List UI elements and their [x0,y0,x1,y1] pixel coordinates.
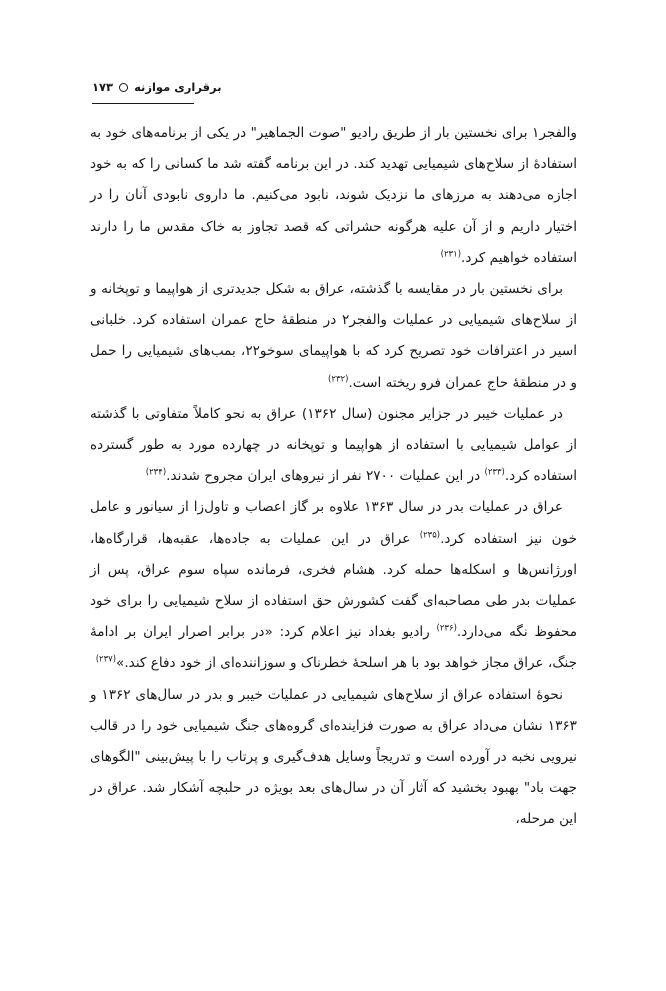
circle-icon [119,83,128,92]
paragraph-text: والفجر۱ برای نخستین بار از طریق رادیو "صوت الجماهیر" در یکی از برنامه‌های خود به استفادهٔ از سلاح‌های شیمیایی تهدید کند. در این برنامه گفته شد ما کسانی را که به خود اجازه می‌دهند به مرزهای ما نزدیک شوند، نابود می‌کنیم. ما داروی نابودی آنان را در اختیار داریم و از آن علیه هرگونه حشراتی که قصد تجاوز به خاک مقدس ما را دارند استفاده خواهیم کرد. [90,125,577,266]
footnote-ref: (۲۳۴) [145,467,167,478]
paragraph [90,399,577,493]
footnote-ref: (۲۳۶) [436,623,457,634]
page-number: ۱۷۳ [92,80,114,94]
footnote-ref: (۲۳۵) [419,530,441,541]
paragraph-text: در عملیات خیبر در جزایر مجنون (سال ۱۳۶۲) عراق به نحو کاملاً متفاوتی با گذشته از عوامل شیمیایی با استفاده از هواپیما و توپخانه در چهارده مورد به طور گسترده استفاده کرد. [90,405,577,485]
footnote-ref: (۲۳۱) [440,249,462,260]
paragraph [90,274,577,399]
footnote-ref: (۲۳۲) [328,374,349,385]
body-text [90,118,577,836]
footnote-ref: (۲۳۳) [484,467,505,478]
paragraph [90,492,577,679]
paragraph [90,118,577,274]
paragraph-text: در این عملیات ۲۷۰۰ نفر از نیروهای ایران مجروح شدند. [166,468,485,485]
paragraph-text: عراق در عملیات بدر در سال ۱۳۶۳ علاوه بر گاز اعصاب و تاول‌زا از سیانور و عامل خون نیز استفاده کرد. [90,499,577,547]
paragraph-text: برای نخستین بار در مقایسه با گذشته، عراق به شکل جدیدتری از هواپیما و توپخانه و از سلاح‌های شیمیایی در عملیات والفجر۲ در منطقهٔ حاج عمران استفاده کرد. خلبانی اسیر در اعترافات خود تصریح کرد که با هواپیمای سوخو۲۲، بمب‌های شیمیایی را حمل و در منطقهٔ حاج عمران فرو ریخته است. [90,281,577,391]
header-title: برقراری موازنه [134,80,222,94]
paragraph-text: نحوهٔ استفاده عراق از سلاح‌های شیمیایی در عملیات خیبر و بدر در سال‌های ۱۳۶۲ و ۱۳۶۳ نشان می‌داد عراق به صورت فزاینده‌ای گروه‌های جنگ شیمیایی خود را در قالب نیرویی نخبه در آورده است و تدریجاً وسایل هدف‌گیری و پرتاب را با پیش‌بینی "الگوهای جهت باد" بهبود بخشید که آثار آن در سال‌های بعد بویژه در حلبچه آشکار شد. عراق در این مرحله، [90,686,577,828]
paragraph [90,680,577,836]
paragraph-text: رادیو بغداد نیز اعلام کرد: «در برابر اصرار ایران بر ادامهٔ جنگ، عراق مجاز خواهد بود با هر اسلحهٔ خطرناک و سوزاننده‌ای از خود دفاع کند.» [90,624,577,672]
header-rule [92,103,194,104]
footnote-ref: (۲۳۷) [95,654,117,665]
running-header [92,80,222,94]
paragraph-text: عراق در این عملیات به جاده‌ها، عقبه‌ها، قرارگاه‌ها، اورژانس‌ها و اسکله‌ها حمله کرد. هشام فخری، فرمانده سپاه سوم عراق، پس از عملیات بدر طی مصاحبه‌ای گفت کشورش حق استفاده از سلاح شیمیایی را برای خود محفوظ نگه می‌دارد. [90,530,577,641]
